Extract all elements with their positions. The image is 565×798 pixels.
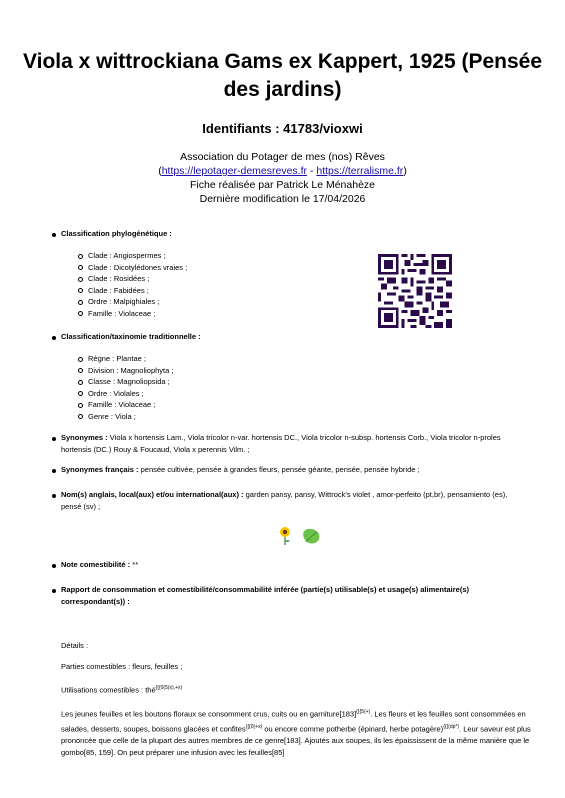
link-terralisme[interactable]: https://terralisme.fr [316, 165, 404, 177]
synonymes-fr-block [61, 464, 525, 476]
bullet [52, 589, 56, 593]
synonymes-label: Synonymes : [61, 433, 108, 442]
list-item: Clade : Angiospermes ; [78, 250, 187, 262]
trad-label: Classification/taxinomie traditionnelle : [61, 332, 201, 341]
association-block [0, 150, 565, 206]
note-label: Note comestibilité : [61, 560, 131, 569]
synonymes-block [61, 432, 525, 456]
bullet [52, 233, 56, 237]
noms-block [61, 489, 525, 513]
association-name: Association du Potager de mes (nos) Rêves [180, 151, 385, 163]
list-item: Clade : Fabidées ; [78, 285, 187, 297]
utilisations-comestibles: Utilisations comestibles : thé$^{\{\{\{0(5(x),+x)}$ [61, 685, 183, 695]
page-title: Viola x wittrockiana Gams ex Kappert, 1925 (Pensée des jardins) [22, 50, 543, 101]
note-value: ** [132, 560, 139, 569]
synonymes-fr-label: Synonymes français : [61, 465, 139, 474]
category-icons [278, 526, 322, 546]
rapport-label: Rapport de consommation et comestibilité/consommabilité inférée (partie(s) utilisable(s) et usage(s) alimentaire(s) correspondant(s)) : [61, 585, 470, 606]
details-label: Détails : [61, 641, 89, 650]
noms-text: garden pansy, pansy, Wittrock's violet , amor-perfeito (pt,br), pensamiento (es), pensé (sv) ; [61, 490, 508, 511]
list-item: Division : Magnoliophyta ; [78, 365, 173, 377]
list-item: Famille : Violaceae ; [78, 399, 173, 411]
bullet [52, 564, 56, 568]
phylo-label: Classification phylogénétique : [61, 229, 172, 238]
details-paragraph: Les jeunes feuilles et les boutons floraux se consomment crus, cuits ou en $garniture[183]^{\{\{\{5(+)}$. Les fleurs et les feuilles sont consommées en salades, desserts, soupes, boissons glacées et confites$^{\{\{\{0(+x)}$ ou encore comme potherbe (épinard, herbe potagère)$^{\{\{\{(dp*)}$. Leur saveur est plus prononcée que celle de la plupart des autres membres de ce genre[183]. Ajoutés aux soupes, ils les épaississent de la même manière que le gombo[85, 159]. On peut préparer une infusion avec les feuilles[85] [61, 709, 531, 757]
author-line: Fiche réalisée par Patrick Le Ménahèze [189, 179, 375, 191]
trad-list [78, 353, 173, 423]
list-item: Ordre : Malpighiales ; [78, 296, 187, 308]
link-lepotager[interactable]: https://lepotager-demesreves.fr [161, 165, 308, 177]
list-item: Règne : Plantae ; [78, 353, 173, 365]
bullet [52, 336, 56, 340]
bullet [52, 469, 56, 473]
bullet [52, 494, 56, 498]
list-item: Ordre : Violales ; [78, 388, 173, 400]
leaf-icon [303, 529, 319, 544]
phylo-list [78, 250, 187, 320]
list-item: Famille : Violaceae ; [78, 308, 187, 320]
list-item: Genre : Viola ; [78, 411, 173, 423]
qr-code-icon[interactable] [378, 254, 452, 328]
list-item: Classe : Magnoliopsida ; [78, 376, 173, 388]
synonymes-text: Viola x hortensis Lam., Viola tricolor n-var. hortensis DC., Viola tricolor n-subsp. hortensis Corb., Viola tricolor n-proles hortensis (DC.) Rouy & Foucaud, Viola x perennis Vilm. ; [61, 433, 501, 454]
note-block [61, 559, 525, 571]
association-links: (https://lepotager-demesreves.fr - https://terralisme.fr) [158, 165, 407, 177]
sunflower-icon [280, 527, 290, 545]
bullet [52, 437, 56, 441]
synonymes-fr-text: pensée cultivée, pensée à grandes fleurs, pensée géante, pensée, pensée hybride ; [140, 465, 420, 474]
modified-line: Dernière modification le 17/04/2026 [199, 193, 366, 205]
list-item: Clade : Rosidées ; [78, 273, 187, 285]
identifiants: Identifiants : 41783/vioxwi [202, 121, 363, 136]
noms-label: Nom(s) anglais, local(aux) et/ou international(aux) : [61, 490, 244, 499]
list-item: Clade : Dicotylédones vraies ; [78, 262, 187, 274]
parties-comestibles: Parties comestibles : fleurs, feuilles ; [61, 662, 183, 671]
